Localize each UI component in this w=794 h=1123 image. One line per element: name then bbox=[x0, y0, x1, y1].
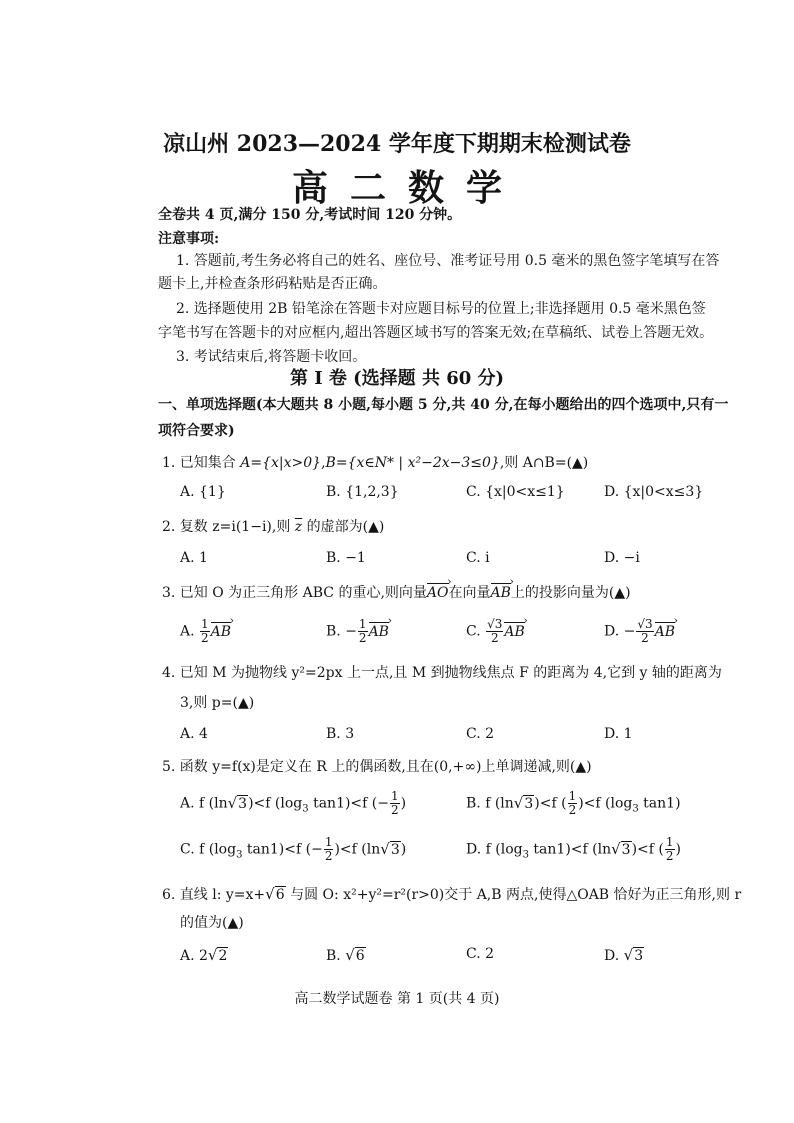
q5-option-c: C. f ($\log_3$ tan1)<f (− $\frac{1}{2}$ )<f (ln√3) bbox=[180, 835, 407, 863]
q5-option-b: B. f (ln√3)<f ( $\frac{1}{2}$ )<f ($\log_3$ tan1) bbox=[466, 789, 681, 817]
q5-option-d: D. f ($\log_3$ tan1)<f (ln√3)<f ( $\frac{1}{2}$ ) bbox=[466, 835, 681, 863]
q3-option-a: A. $\frac{1}{2}$ › AB bbox=[180, 618, 231, 645]
part-heading-line-2: 项符合要求) bbox=[158, 423, 235, 439]
q4-option-d: D. 1 bbox=[604, 726, 633, 742]
q6-option-d: D. √3 bbox=[604, 946, 644, 964]
q6-option-c: C. 2 bbox=[466, 946, 495, 962]
q3-option-b: B. − $\frac{1}{2}$ › AB bbox=[326, 618, 389, 645]
q4-option-c: C. 2 bbox=[466, 726, 495, 742]
q2-option-d: D. −i bbox=[604, 550, 640, 566]
note-line-3: 2. 选择题使用 2B 铅笔涂在答题卡对应题目标号的位置上;非选择题用 0.5 毫米黑色签 bbox=[176, 301, 706, 317]
part-heading-line-1: 一、单项选择题(本大题共 8 小题,每小题 5 分,共 40 分,在每小题给出的四个选项中,只有一 bbox=[158, 397, 729, 413]
question-4-stem-line-2: 3,则 p=(▲) bbox=[180, 695, 255, 711]
page-footer: 高二数学试题卷 第 1 页(共 4 页) bbox=[294, 991, 500, 1007]
question-2-stem: 2. 复数 z=i(1−i),则 $\overline{z}$ 的虚部为(▲) bbox=[162, 519, 385, 535]
q2-option-b: B. −1 bbox=[326, 550, 366, 566]
vector-ab: › AB bbox=[491, 585, 511, 601]
q1-option-c: C. {x|0<x≤1} bbox=[466, 484, 565, 500]
vector-ao: › AO bbox=[427, 585, 449, 601]
exam-info: 全卷共 4 页,满分 150 分,考试时间 120 分钟。 bbox=[158, 207, 462, 223]
q3-option-d: D. − $\frac{√3}{2}$ › AB bbox=[604, 618, 675, 645]
q4-option-a: A. 4 bbox=[180, 726, 208, 742]
q5-option-a: A. f (ln√3)<f ($\log_3$ tan1)<f (− $\frac{1}{2}$ ) bbox=[180, 789, 407, 817]
exam-title: 凉山州 2023—2024 学年度下期期末检测试卷 bbox=[163, 131, 631, 157]
question-6-stem-line-2: 的值为(▲) bbox=[180, 915, 244, 931]
question-6-stem-line-1: 6. 直线 l: y=x+√6 与圆 O: x²+y²=r²(r>0)交于 A,B 两点,使得△OAB 恰好为正三角形,则 r bbox=[162, 885, 742, 903]
question-5-stem: 5. 函数 y=f(x)是定义在 R 上的偶函数,且在(0,+∞)上单调递减,则(▲) bbox=[162, 759, 592, 775]
q6-option-a: A. 2√2 bbox=[180, 946, 228, 964]
question-1-stem: 1. 已知集合 A={x|x>0},B={x∈N* | x²−2x−3≤0},则 A∩B=(▲) bbox=[162, 455, 589, 471]
q3-option-c: C. $\frac{√3}{2}$ › AB bbox=[466, 618, 525, 645]
note-line-2: 题卡上,并检查条形码粘贴是否正确。 bbox=[158, 276, 387, 292]
q1-option-a: A. {1} bbox=[180, 484, 226, 500]
q1-option-b: B. {1,2,3} bbox=[326, 484, 399, 500]
q2-option-a: A. 1 bbox=[180, 550, 208, 566]
section-heading: 第 Ⅰ 卷 (选择题 共 60 分) bbox=[289, 368, 505, 389]
note-line-1: 1. 答题前,考生务必将自己的姓名、座位号、准考证号用 0.5 毫米的黑色签字笔填写在答 bbox=[176, 253, 720, 269]
q4-option-b: B. 3 bbox=[326, 726, 355, 742]
q1-option-d: D. {x|0<x≤3} bbox=[604, 484, 704, 500]
question-4-stem-line-1: 4. 已知 M 为抛物线 y²=2px 上一点,且 M 到抛物线焦点 F 的距离为 4,它到 y 轴的距离为 bbox=[162, 665, 722, 681]
q6-option-b: B. √6 bbox=[326, 946, 365, 964]
subject-title: 高二数学 bbox=[291, 167, 524, 209]
z-conjugate: $\overline{z}$ bbox=[294, 519, 303, 535]
notes-heading: 注意事项: bbox=[158, 231, 220, 247]
note-line-4: 字笔书写在答题卡的对应框内,超出答题区域书写的答案无效;在草稿纸、试卷上答题无效。 bbox=[158, 325, 714, 341]
note-line-5: 3. 考试结束后,将答题卡收回。 bbox=[176, 349, 367, 365]
q2-option-c: C. i bbox=[466, 550, 490, 566]
question-3-stem: 3. 已知 O 为正三角形 ABC 的重心,则向量› AO在向量› AB上的投影向量为(▲) bbox=[162, 582, 631, 602]
